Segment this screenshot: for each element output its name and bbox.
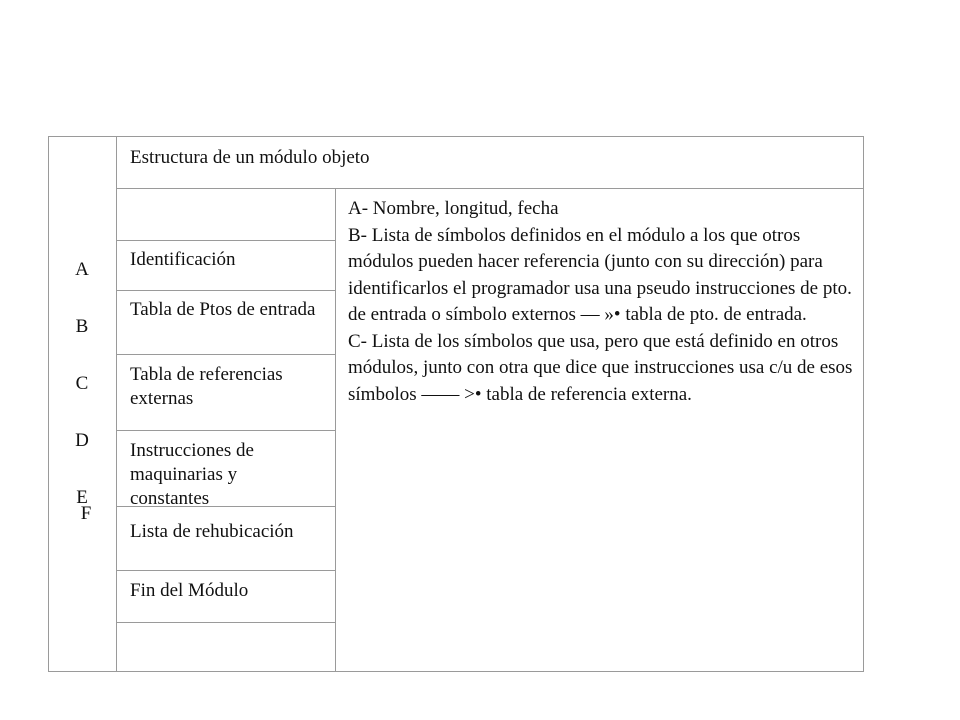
section-instrucciones: Instrucciones de maquinarias y constantes <box>130 440 254 509</box>
divider-row <box>116 622 335 623</box>
section-tabla-referencias-externas: Tabla de referencias externas <box>130 364 283 409</box>
divider-sections-column <box>335 188 336 672</box>
section-tabla-ptos-entrada: Tabla de Ptos de entrada <box>130 299 316 320</box>
letter-c: C <box>75 373 89 394</box>
divider-title-row <box>116 188 864 189</box>
divider-letters-column <box>116 136 117 672</box>
section-fin-modulo: Fin del Módulo <box>130 580 249 601</box>
divider-row <box>116 240 335 241</box>
section-letters <box>48 258 116 526</box>
section-description <box>348 196 858 408</box>
letter-d: D <box>75 430 89 451</box>
description-b: B- Lista de símbolos definidos en el módulo a los que otros módulos pueden hacer referencia (junto con su dirección) para identificarlos el programador usa una pseudo instrucciones de pto. de entrada o símbolo externos — »• tabla de pto. de entrada. <box>348 224 852 325</box>
section-lista-rehubicacion: Lista de rehubicación <box>130 521 294 542</box>
divider-row <box>116 570 335 571</box>
divider-row <box>116 354 335 355</box>
table-title: Estructura de un módulo objeto <box>130 147 370 168</box>
letter-f: F <box>80 503 92 524</box>
letter-b: B <box>75 316 89 337</box>
section-identificacion: Identificación <box>130 249 236 270</box>
divider-row <box>116 430 335 431</box>
letter-e: E <box>76 487 88 508</box>
divider-row <box>116 290 335 291</box>
description-a: A- Nombre, longitud, fecha <box>348 198 559 219</box>
letter-a: A <box>75 259 89 280</box>
description-c: C- Lista de los símbolos que usa, pero que está definido en otros módulos, junto con otra que dice que instrucciones usa c/u de esos símbolos —— >• tabla de referencia externa. <box>348 330 853 405</box>
